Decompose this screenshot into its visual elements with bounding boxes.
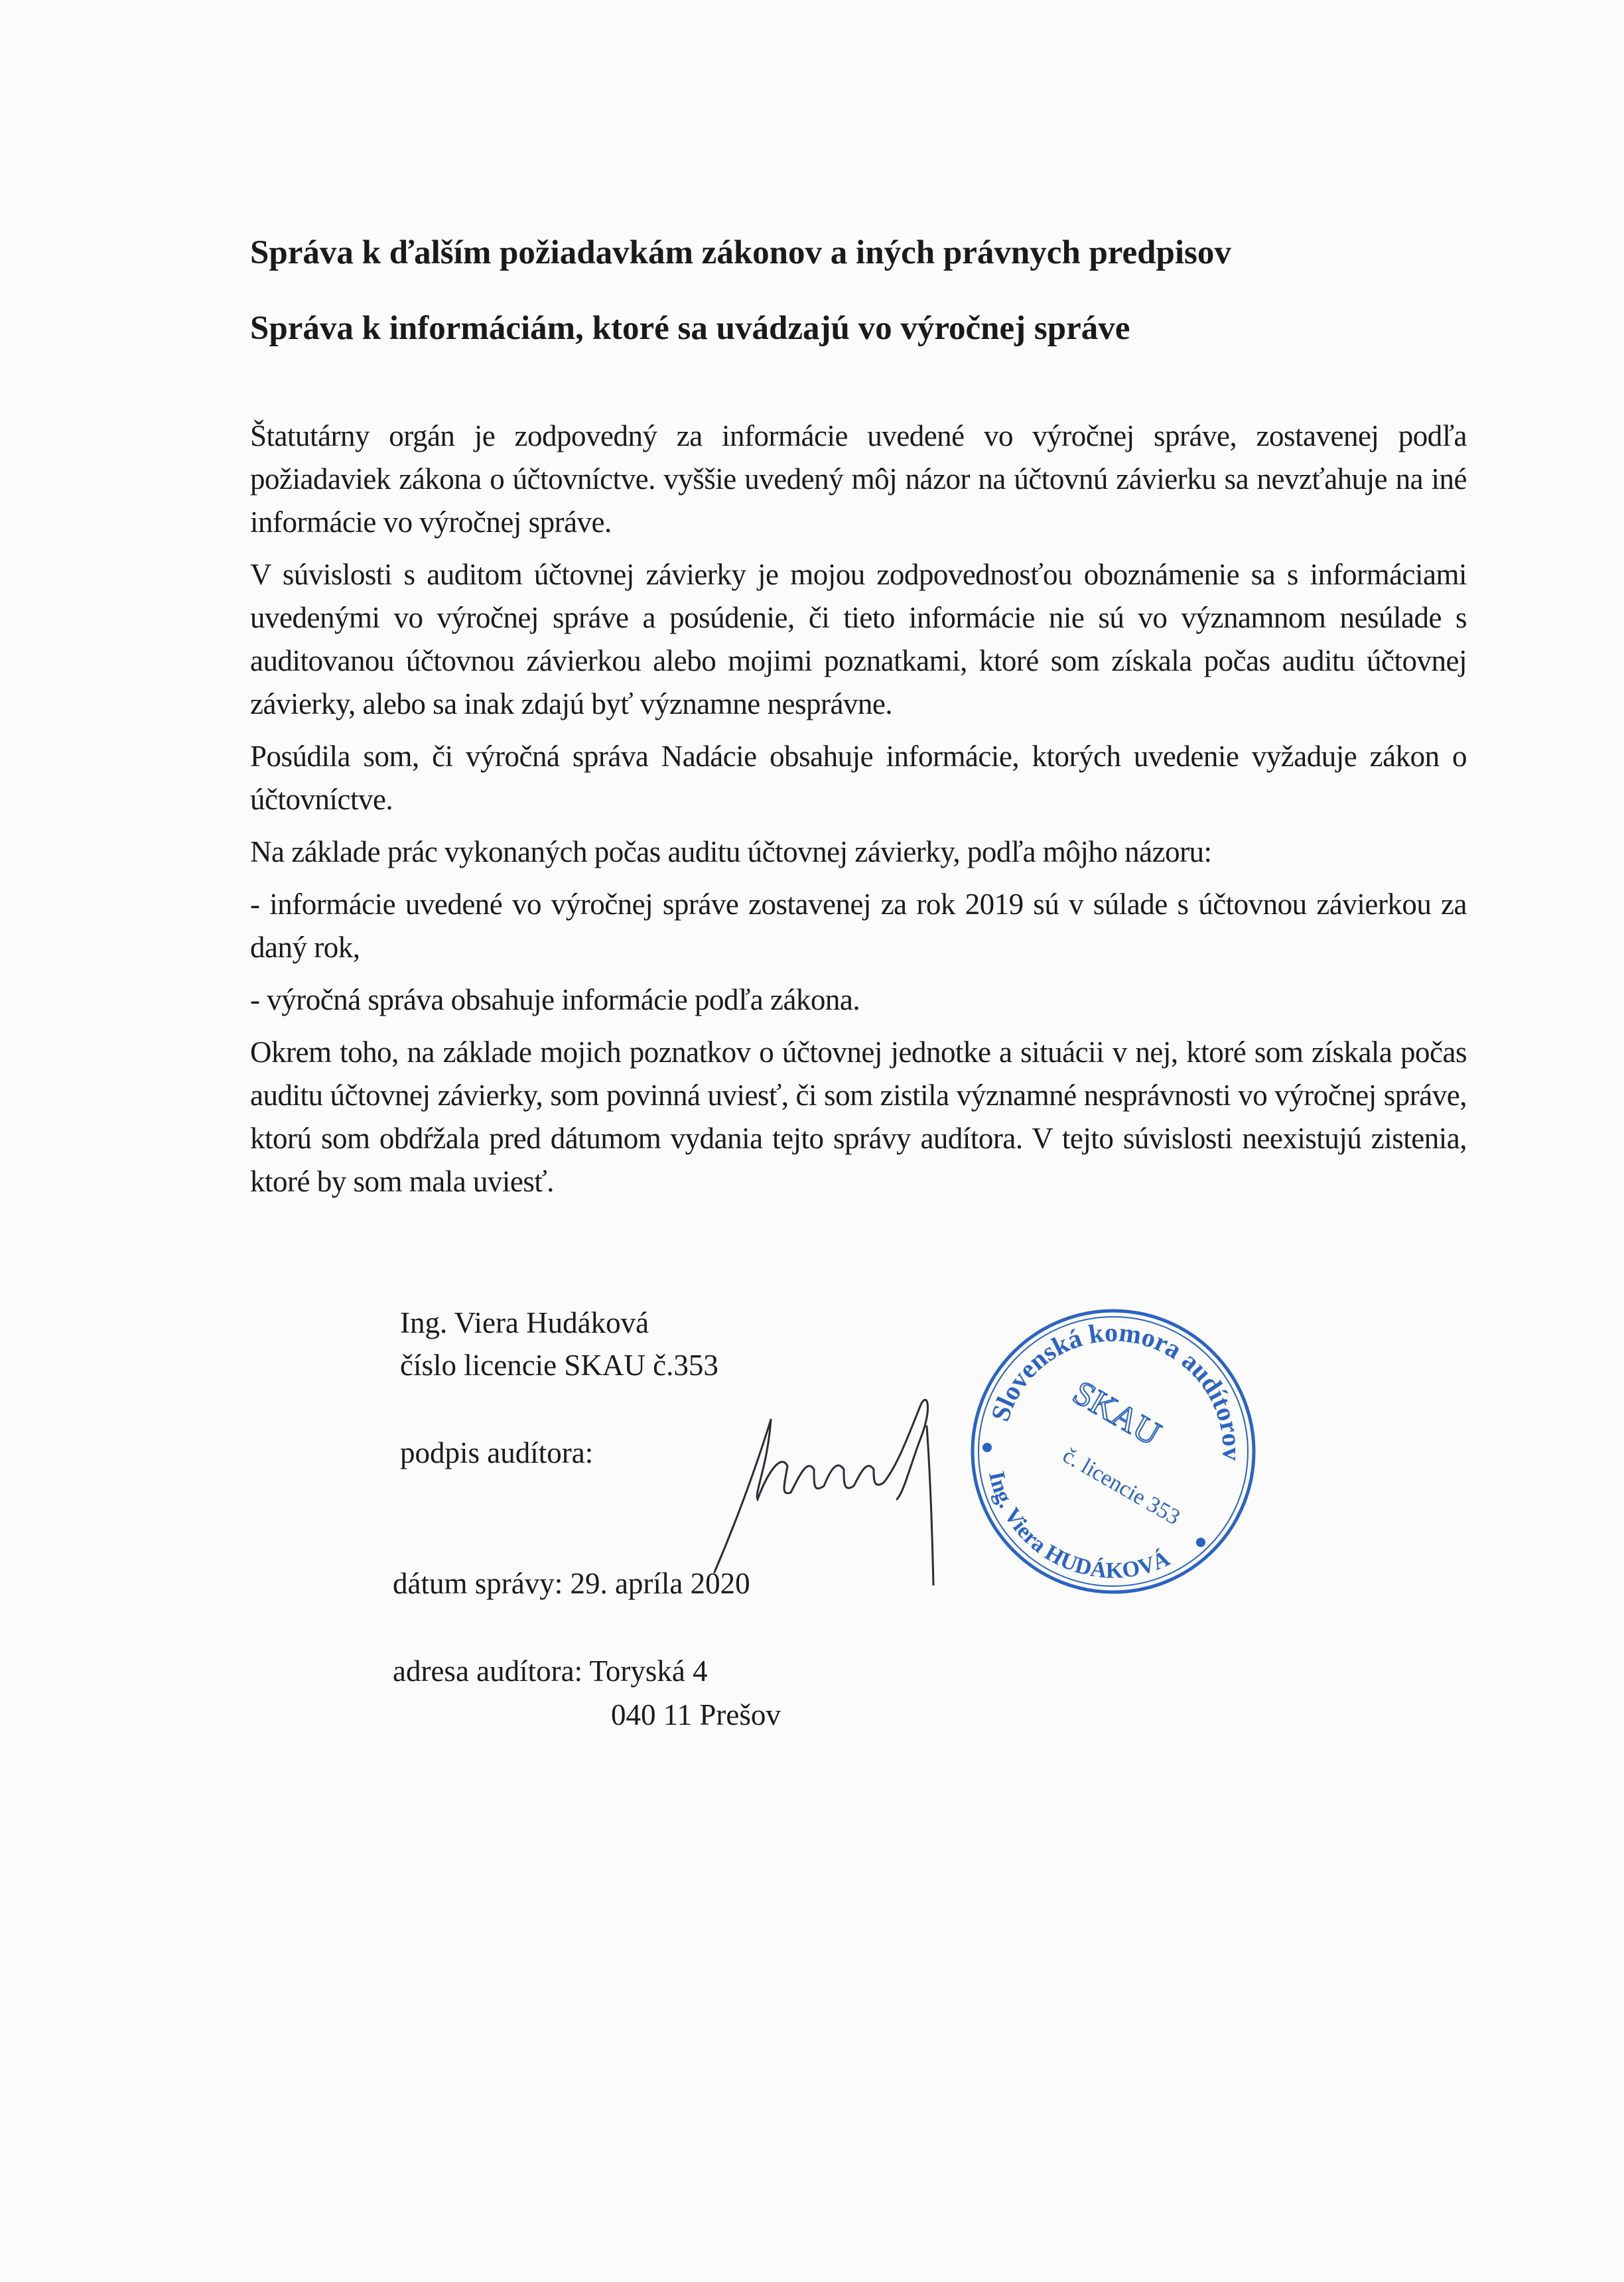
list-item: - výročná správa obsahuje informácie podľa zákona. (250, 983, 860, 1016)
stamp-top-text: Slovenská komora audítorov (984, 1317, 1247, 1461)
stamp-bottom-text: Ing. Viera HUDÁKOVÁ (984, 1469, 1174, 1583)
heading-other-requirements: Správa k ďalším požiadavkám zákonov a iných právnych predpisov (250, 234, 1231, 271)
auditor-name: Ing. Viera Hudáková (400, 1306, 649, 1339)
auditor-city: 040 11 Prešov (611, 1698, 781, 1731)
report-body (250, 415, 1467, 1767)
svg-text:Slovenská komora audítorov (984, 1317, 1247, 1461)
paragraph-assessment: Posúdila som, či výročná správa Nadácie obsahuje informácie, ktorých uvedenie vyžaduje zákon o účtovníctve. (250, 740, 1467, 816)
list-item: - informácie uvedené vo výročnej správe zostavenej za rok 2019 sú v súlade s účtovnou závierkou za daný rok, (250, 888, 1467, 964)
paragraph-responsibility: Štatutárny orgán je zodpovedný za informácie uvedené vo výročnej správe, zostavenej podľa požiadaviek zákona o účtovníctve. vyššie uvedený môj názor na účtovnú závierku sa nevzťahuje na iné informácie vo výročnej správe. (250, 419, 1467, 539)
paragraph-findings: Okrem toho, na základe mojich poznatkov o účtovnej jednotke a situácii v nej, ktoré som získala počas auditu účtovnej závierky, som povinná uviesť, či som zistila významné nesprávnosti vo výročnej správe, ktorú som obdŕžala pred dátumom vydania tejto správy audítora. V tejto súvislosti neexistujú zistenia, ktoré by som mala uviesť. (250, 1036, 1467, 1198)
report-date: dátum správy: 29. apríla 2020 (393, 1567, 750, 1600)
stamp-logo: SKAU (1066, 1373, 1167, 1453)
auditor-address: adresa audítora: Toryská 4 (393, 1654, 708, 1688)
auditor-license: číslo licencie SKAU č.353 (400, 1349, 718, 1382)
paragraph-opinion-intro: Na základe prác vykonaných počas auditu účtovnej závierky, podľa môjho názoru: (250, 835, 1212, 868)
auditor-stamp (962, 1300, 1267, 1605)
signature-label: podpis audítora: (400, 1436, 594, 1469)
stamp-license: č. licencie 353 (1058, 1443, 1184, 1530)
handwritten-signature (708, 1393, 947, 1585)
signature-block (250, 1303, 1467, 1767)
heading-annual-report: Správa k informáciám, ktoré sa uvádzajú vo výročnej správe (250, 310, 1130, 347)
paragraph-audit-duty: V súvislosti s auditom účtovnej závierky je mojou zodpovednosťou oboznámenie sa s informáciami uvedenými vo výročnej správe a posúdenie, či tieto informácie nie sú vo významnom nesúlade s auditovanou účtovnou závierkou alebo mojimi poznatkami, ktoré som získala počas auditu účtovnej závierky, alebo sa inak zdajú byť významne nesprávne. (250, 558, 1467, 720)
